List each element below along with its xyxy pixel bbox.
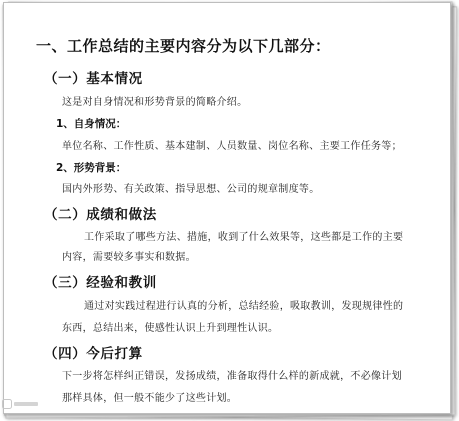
subheading-background: 2、形势背景： (56, 162, 127, 174)
section-heading-achievements: （二）成绩和做法 (44, 207, 157, 223)
subheading-self-situation: 1、自身情况： (56, 118, 127, 130)
background-text: 国内外形势、有关政策、指导思想、公司的规章制度等。 (62, 184, 320, 195)
section-heading-lessons: （三）经验和教训 (44, 275, 157, 291)
section-heading-future-plans: （四）今后打算 (44, 346, 143, 362)
lessons-text-line1: 通过对实践过程进行认真的分析，总结经验，吸取教训，发现规律性的 (84, 301, 404, 312)
section-basic-intro: 这是对自身情况和形势背景的简略介绍。 (62, 97, 248, 108)
plans-text-line1: 下一步将怎样纠正错误，发扬成绩，准备取得什么样的新成就，不必像计划 (62, 371, 402, 382)
watermark-logo-icon (2, 398, 40, 410)
document-title: 一、工作总结的主要内容分为以下几部分： (36, 37, 331, 55)
watermark-logo (2, 398, 40, 413)
section-heading-basic-situation: （一）基本情况 (44, 71, 143, 87)
achievements-text-line1: 工作采取了哪些方法、措施，收到了什么效果等，这些都是工作的主要 (84, 232, 404, 243)
document-page (3, 2, 451, 414)
plans-text-line2: 那样具体，但一般不能少了这些计划。 (62, 393, 238, 404)
lessons-text-line2: 东西，总结出来，使感性认识上升到理性认识。 (62, 323, 279, 334)
self-situation-text: 单位名称、工作性质、基本建制、人员数量、岗位名称、主要工作任务等； (62, 141, 402, 152)
achievements-text-line2: 内容，需要较多事实和数据。 (62, 252, 196, 263)
